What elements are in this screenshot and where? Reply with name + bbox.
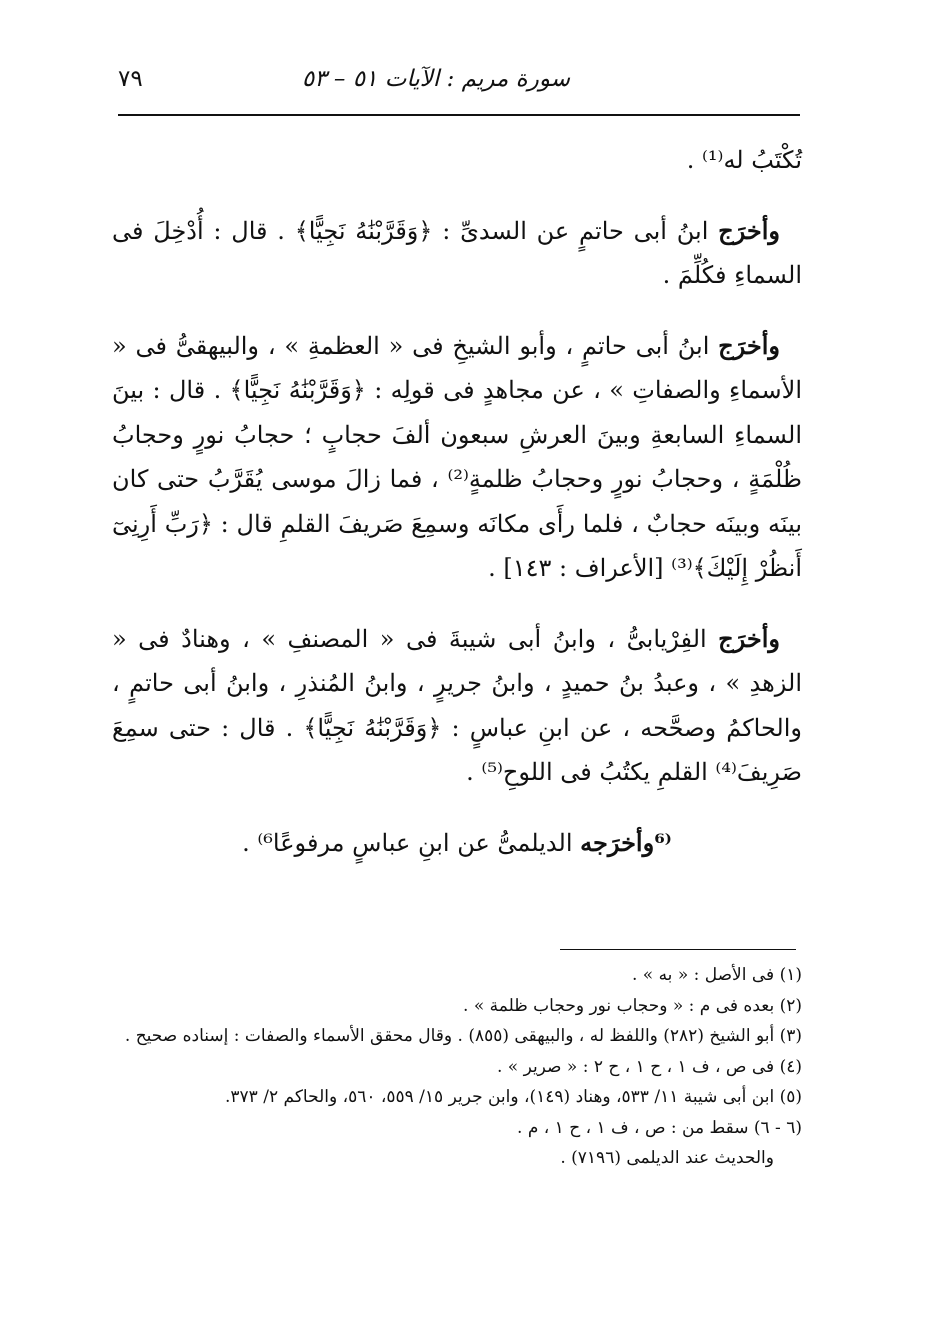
footnote-divider [560, 949, 796, 950]
paragraph-5 [112, 821, 802, 866]
paragraph-lead: وأخرَج [718, 215, 780, 245]
paragraph-text: تُكْتَبُ له⁽¹⁾ . [686, 146, 802, 174]
paragraph-4 [112, 617, 802, 795]
paragraph-1 [112, 138, 802, 183]
running-title: سورة مريم : الآيات ٥١ – ٥٣ [301, 66, 570, 92]
page-number: ٧٩ [118, 66, 143, 92]
footnote-4: (٤) فى ص ، ف ١ ، ح ١ ، ح ٢ : « صرير » . [496, 1056, 802, 1077]
paragraph-2 [112, 209, 802, 298]
footnote-1: (١) فى الأصل : « به » . [631, 965, 802, 985]
footnote-3: (٣) أبو الشيخ (٢٨٢) واللفظ له ، والبيهقى (٨٥٥) . وقال محقق الأسماء والصفات : إسناده صحيح . [124, 1026, 802, 1046]
paragraph-lead: ⁽⁶وأخرَجه [580, 827, 672, 857]
paragraph-lead: وأخرَج [718, 623, 780, 653]
footnote-5: (٥) ابن أبى شيبة ١١/ ٥٣٣، وهناد (١٤٩)، وابن جرير ١٥/ ٥٥٩، ٥٦٠، والحاكم ٢/ ٣٧٣. [225, 1087, 802, 1107]
main-text [112, 138, 802, 891]
paragraph-text: الفِرْيابىُّ ، وابنُ أبى شيبةَ فى « المصنفِ » ، وهنادٌ فى « الزهدِ » ، وعبدُ بنُ حميدٍ ، وابنُ جريرٍ ، وابنُ المُنذرِ ، وابنُ أبى حاتمٍ ، والحاكمُ وصحَّحه ، عن ابنِ عباسٍ : ﴿وَقَرَّبْنَٰهُ نَجِيًّا﴾ . قال : حتى سمِعَ صَرِيفَ⁽⁴⁾ القلمِ يكتُبُ فى اللوحِ⁽⁵⁾ . [112, 624, 802, 786]
paragraph-text: الديلمىُّ عن ابنِ عباسٍ مرفوعًا⁶⁾ . [242, 828, 581, 857]
paragraph-text: ابنُ أبى حاتمٍ عن السدىِّ : ﴿وَقَرَّبْنَٰهُ نَجِيًّا﴾ . قال : أُدْخِلَ فى السماءِ فكُلِّمَ . [112, 216, 802, 289]
footnote-6: (٦ - ٦) سقط من : ص ، ف ١ ، ح ١ ، م . [517, 1117, 802, 1138]
page-header [118, 66, 800, 108]
footnote-2: (٢) بعده فى م : « وحجاب نور وحجاب ظلمة » . [463, 995, 802, 1016]
header-divider [118, 114, 800, 116]
footnotes [118, 960, 802, 1174]
footnote-6-continuation: والحديث عند الديلمى (٧١٩٦) . [560, 1148, 774, 1168]
paragraph-3 [112, 324, 802, 591]
paragraph-lead: وأخرَج [718, 330, 780, 360]
paragraph-text: ابنُ أبى حاتمٍ ، وأبو الشيخِ فى « العظمةِ » ، والبيهقىُّ فى « الأسماءِ والصفاتِ » ، عن مجاهدٍ فى قولِه : ﴿وَقَرَّبْنَٰهُ نَجِيًّا﴾ . قال : بينَ السماءِ السابعةِ وبينَ العرشِ سبعون ألفَ حجابٍ ؛ حجابُ نورٍ وحجابُ ظُلْمَةٍ ، وحجابُ نورٍ وحجابُ ظلمةٍ⁽²⁾ ، فما زالَ موسى يُقَرَّبُ حتى كان بينَه وبينَه حجابٌ ، فلما رأَى مكانَه وسمِعَ صَريفَ القلمِ قال : ﴿رَبِّ أَرِنِىٓ أَنظُرْ إِلَيْكَ﴾⁽³⁾ [الأعراف : ١٤٣] . [112, 331, 802, 582]
